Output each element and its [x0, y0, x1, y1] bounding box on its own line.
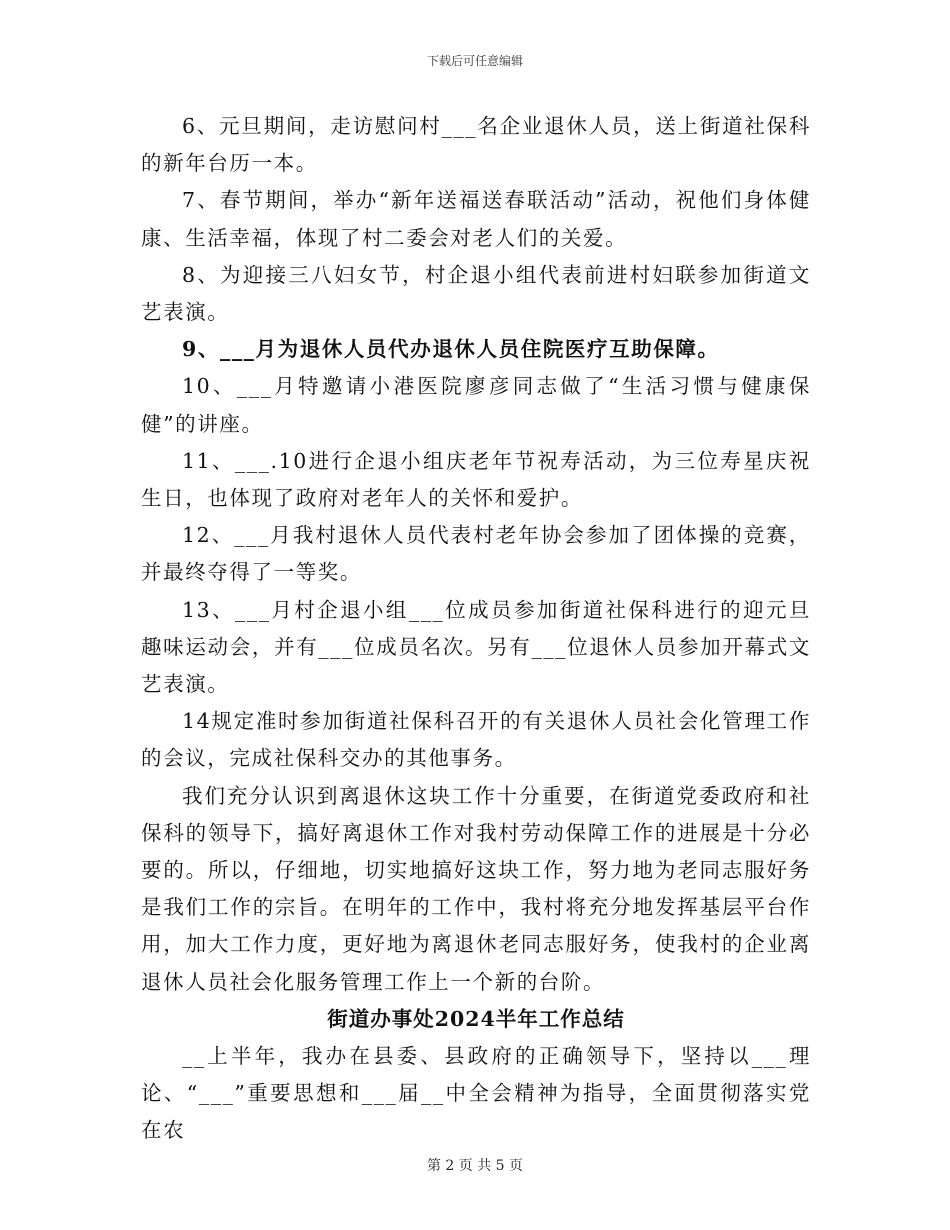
list-item-11: 11、___.10进行企退小组庆老年节祝寿活动，为三位寿星庆祝生日，也体现了政府对老年人的关怀和爱护。	[141, 448, 811, 511]
list-item-10: 10、___月特邀请小港医院廖彦同志做了“生活习惯与健康保健”的讲座。	[141, 374, 811, 436]
page-number: 第 2 页 共 5 页	[426, 1158, 524, 1174]
document-body	[141, 108, 811, 1150]
list-item-6: 6、元旦期间，走访慰问村___名企业退休人员，送上街道社保科的新年台历一本。	[141, 114, 811, 176]
list-item-8: 8、为迎接三八妇女节，村企退小组代表前进村妇联参加街道文艺表演。	[141, 262, 811, 325]
list-item-13: 13、___月村企退小组___位成员参加街道社保科进行的迎元旦趣味运动会，并有___位成员名次。另有___位退休人员参加开幕式文艺表演。	[141, 597, 811, 697]
list-item-7: 7、春节期间，举办“新年送福送春联活动”活动，祝他们身体健康、生活幸福，体现了村二委会对老人们的关爱。	[141, 188, 811, 250]
summary-paragraph: 我们充分认识到离退休这块工作十分重要，在街道党委政府和社保科的领导下，搞好离退休工作对我村劳动保障工作的进展是十分必要的。所以，仔细地，切实地搞好这块工作，努力地为老同志服好务是我们工作的宗旨。在明年的工作中，我村将充分地发挥基层平台作用，加大工作力度，更好地为离退休老同志服好务，使我村的企业离退休人员社会化服务管理工作上一个新的台阶。	[141, 783, 811, 994]
list-item-14: 14规定准时参加街道社保科召开的有关退休人员社会化管理工作的会议，完成社保科交办的其他事务。	[141, 709, 811, 771]
section-intro-paragraph: __上半年，我办在县委、县政府的正确领导下，坚持以___理论、“___”重要思想和___届__中全会精神为指导，全面贯彻落实党在农	[141, 1044, 811, 1143]
section-title: 街道办事处2024半年工作总结	[327, 1006, 625, 1031]
list-item-9: 9、___月为退休人员代办退休人员住院医疗互助保障。	[182, 337, 720, 362]
page-header: 下载后可任意编辑	[426, 54, 523, 68]
list-item-12: 12、___月我村退休人员代表村老年协会参加了团体操的竞赛，并最终夺得了一等奖。	[141, 523, 811, 585]
